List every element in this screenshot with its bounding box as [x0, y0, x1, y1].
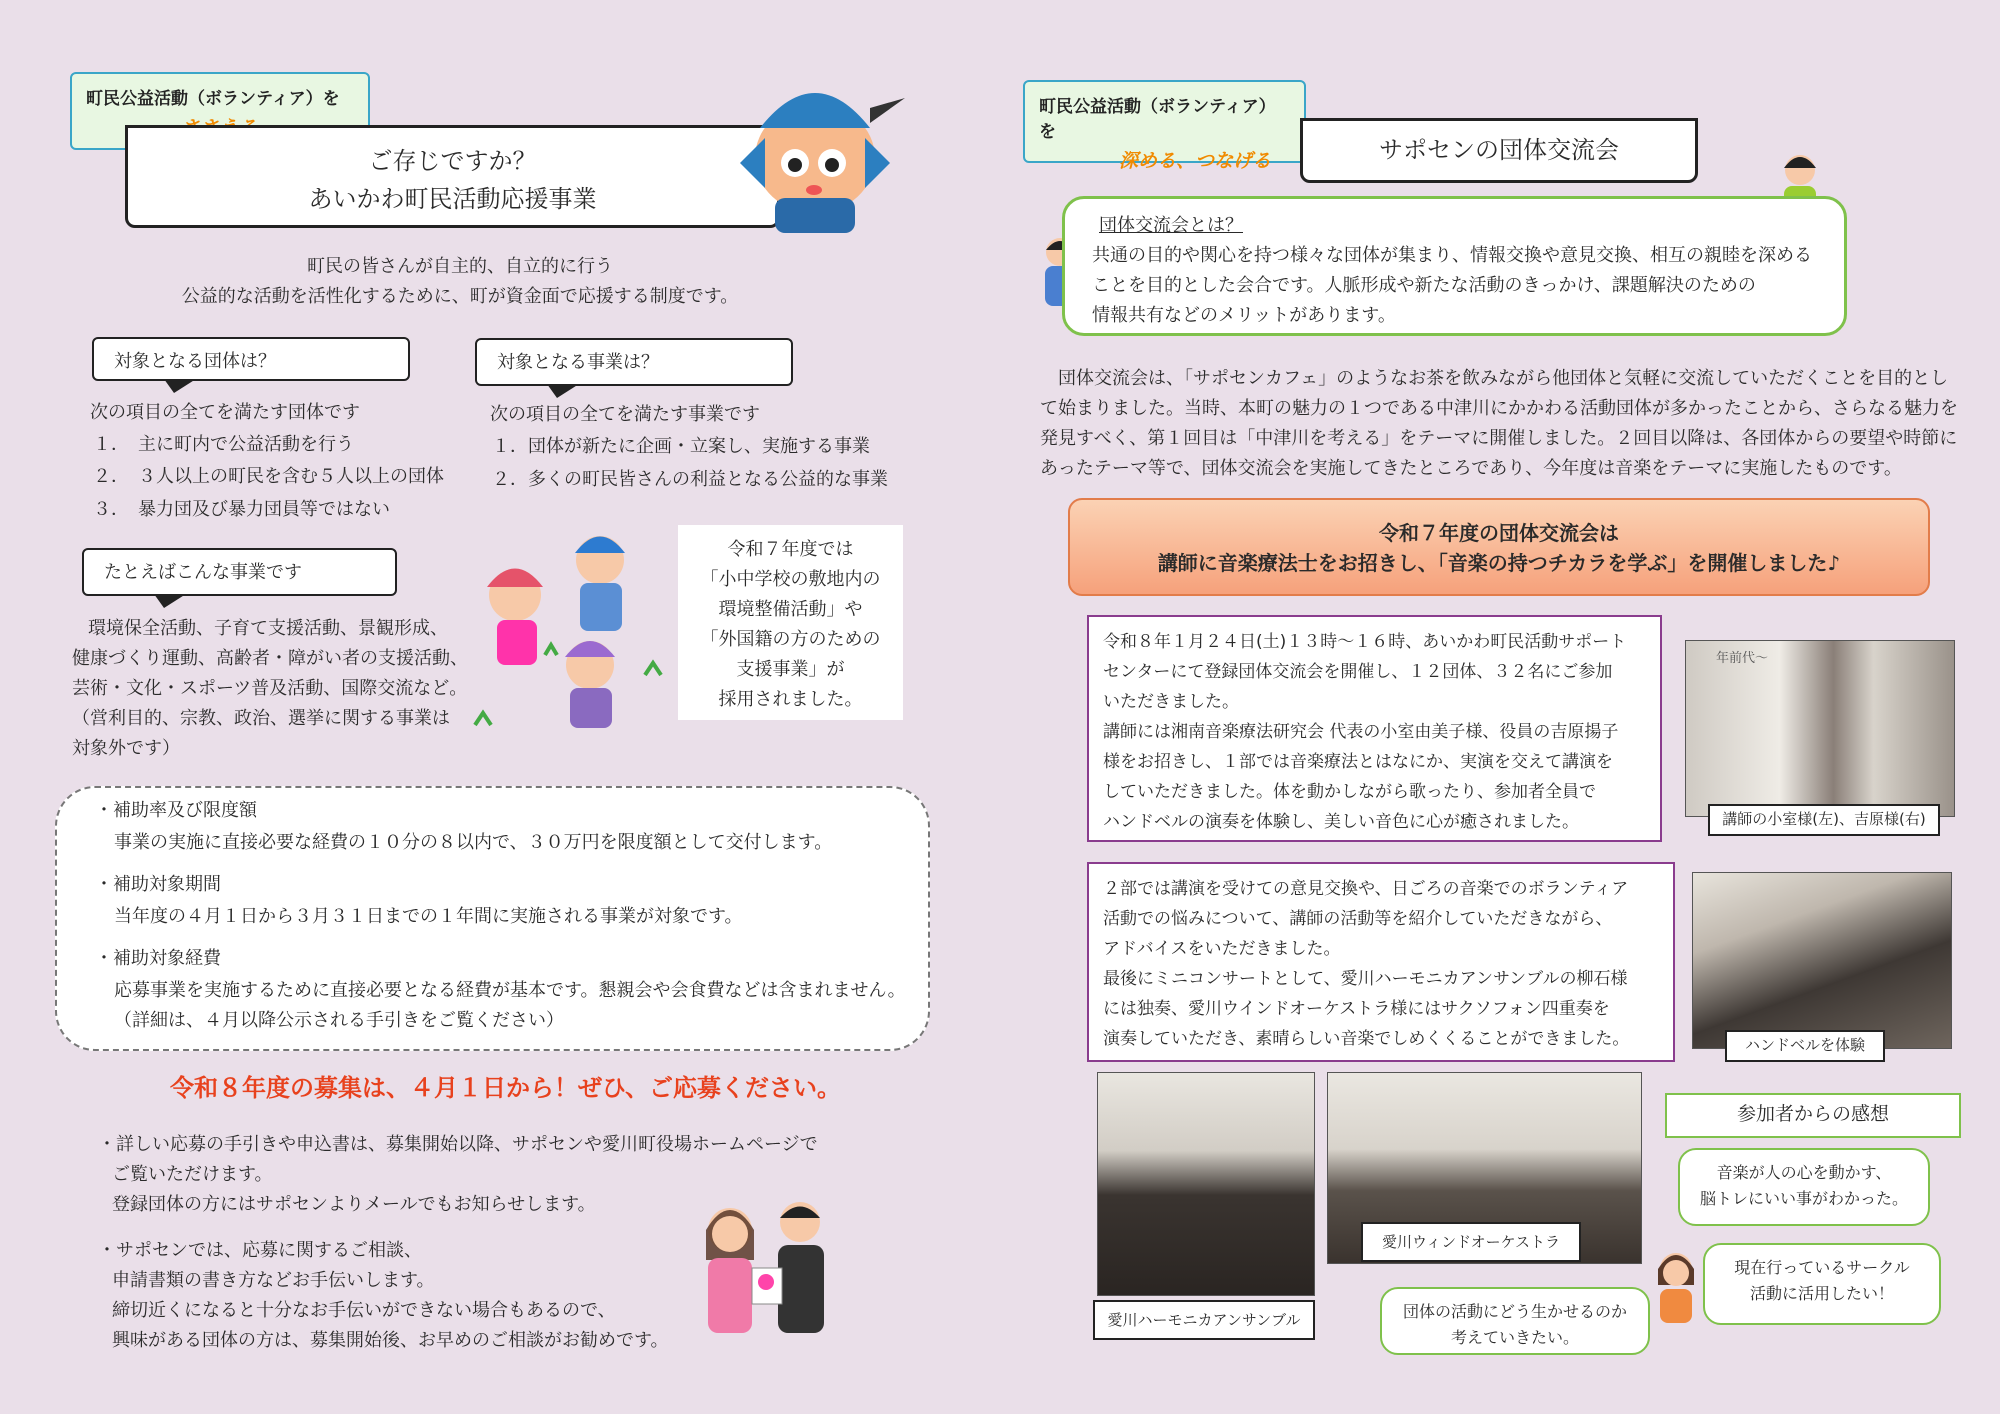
- consultation-people-icon: [690, 1190, 840, 1340]
- lecturers-photo: [1685, 640, 1955, 817]
- rate-head: ・補助率及び限度額: [95, 800, 257, 821]
- voice2-line-1: 現在行っているサークル: [1734, 1258, 1910, 1277]
- event-banner: [1068, 498, 1930, 596]
- info1-line-3: 登録団体の方にはサポセンよりメールでもお知らせします。: [112, 1194, 596, 1215]
- cost-body2: （詳細は、４月以降公示される手引きをご覧ください）: [114, 1010, 564, 1031]
- what-line-2: ことを目的とした会合です。人脈形成や新たな活動のきっかけ、課題解決のための: [1092, 275, 1756, 296]
- info1-line-1: ・詳しい応募の手引きや申込書は、募集開始以降、サポセンや愛川町役場ホームページで: [98, 1134, 818, 1155]
- example-line-2: 健康づくり運動、高齢者・障がい者の支援活動、: [72, 648, 468, 669]
- banner-line-1: 令和７年度の団体交流会は: [1379, 521, 1619, 545]
- participant-woman-icon: [1650, 1245, 1702, 1325]
- report1-line-3: いただきました。: [1103, 692, 1239, 712]
- what-line-1: 共通の目的や関心を持つ様々な団体が集まり、情報交換や意見交換、相互の親睦を深める: [1092, 245, 1812, 266]
- gardening-volunteers-icon: [465, 525, 675, 745]
- example-line-5: 対象外です）: [72, 738, 180, 759]
- what-is-exchange-box: [1062, 196, 1847, 336]
- voice-bubble-2: [1703, 1243, 1941, 1325]
- voice-bubble-1: [1678, 1148, 1930, 1226]
- history-line-4: あったテーマ等で、団体交流会を実施してきたところであり、今年度は音楽をテーマに実施したものです。: [1040, 458, 1902, 479]
- what-line-3: 情報共有などのメリットがあります。: [1092, 305, 1396, 326]
- intro-line1: 町民の皆さんが自主的、自立的に行う: [307, 256, 613, 277]
- report1-line-4: 講師には湘南音楽療法研究会 代表の小室由美子様、役員の吉原揚子: [1103, 722, 1619, 742]
- kingfisher-mascot-icon: [720, 68, 910, 238]
- caption-lecturers: 講師の小室様(左)、吉原様(右): [1708, 804, 1940, 836]
- group-item-3: ３． 暴力団及び暴力団員等ではない: [93, 499, 390, 520]
- left-title-line2: あいかわ町民活動応援事業: [308, 185, 597, 213]
- project-lead: 次の項目の全てを満たす事業です: [490, 404, 760, 425]
- example-bubble: たとえばこんな事業です: [82, 548, 397, 596]
- harmonica-photo: [1097, 1072, 1315, 1296]
- handbell-photo: [1692, 872, 1952, 1049]
- deepen-tag: [1023, 80, 1306, 172]
- report2-line-3: アドバイスをいただきました。: [1103, 939, 1341, 959]
- recruit-headline: 令和８年度の募集は、４月１日から！ぜひ、ご応募ください。: [170, 1074, 842, 1102]
- group-item-1: １． 主に町内で公益活動を行う: [93, 434, 354, 455]
- report2-line-1: ２部では講演を受けての意見交換や、日ごろの音楽でのボランティア: [1103, 879, 1629, 899]
- r7-line-1: 令和７年度では: [727, 539, 854, 560]
- info2-line-4: 興味がある団体の方は、募集開始後、お早めのご相談がお勧めです。: [112, 1330, 669, 1351]
- info2-line-2: 申請書類の書き方などお手伝いします。: [112, 1270, 435, 1291]
- voice3-line-2: 考えていきたい。: [1450, 1328, 1579, 1347]
- right-tag-sub-text: 深める、つなげる: [1119, 150, 1272, 172]
- r7-adopted-box: [678, 525, 903, 720]
- example-line-1: 環境保全活動、子育て支援活動、景観形成、: [88, 618, 448, 639]
- report2-line-5: には独奏、愛川ウインドオーケストラ様にはサクソフォン四重奏を: [1103, 999, 1610, 1019]
- r7-line-4: 「外国籍の方のための: [700, 629, 881, 650]
- tag-top-text: 町民公益活動（ボランティア）を: [86, 89, 340, 109]
- what-is-heading: 団体交流会とは？: [1099, 215, 1243, 236]
- r7-line-5: 支援事業」が: [736, 659, 845, 680]
- caption-wind-orchestra: 愛川ウィンドオーケストラ: [1361, 1222, 1581, 1262]
- target-project-bubble: 対象となる事業は？: [475, 338, 793, 386]
- project-item-1: １．団体が新たに企画・立案し、実施する事業: [492, 436, 870, 457]
- cost-head: ・補助対象経費: [95, 948, 221, 969]
- left-title-line1: ご存じですか？: [368, 147, 537, 175]
- report1-line-6: していただきました。体を動かしながら歌ったり、参加者全員で: [1103, 782, 1596, 802]
- rate-body: 事業の実施に直接必要な経費の１０分の８以内で、３０万円を限度額として交付します。: [114, 832, 833, 853]
- target-group-bubble: 対象となる団体は？: [92, 337, 410, 381]
- period-head: ・補助対象期間: [95, 874, 221, 895]
- caption-harmonica: 愛川ハーモニカアンサンブル: [1093, 1300, 1315, 1340]
- group-item-2: ２． ３人以上の町民を含む５人以上の団体: [93, 466, 444, 487]
- voice3-line-1: 団体の活動にどう生かせるのか: [1402, 1302, 1627, 1321]
- voice-bubble-3: [1380, 1287, 1650, 1355]
- voice1-line-2: 脳トレにいい事がわかった。: [1699, 1189, 1908, 1208]
- report1-line-1: 令和８年１月２４日(土)１３時～１６時、あいかわ町民活動サポート: [1103, 632, 1627, 652]
- period-body: 当年度の４月１日から３月３１日までの１年間に実施される事業が対象です。: [114, 906, 743, 927]
- caption-handbell: ハンドベルを体験: [1725, 1030, 1885, 1062]
- example-line-4: （営利目的、宗教、政治、選挙に関する事業は: [72, 708, 450, 729]
- voice1-line-1: 音楽が人の心を動かす、: [1716, 1163, 1892, 1182]
- voice2-line-2: 活動に活用したい！: [1749, 1284, 1894, 1303]
- info2-line-1: ・サポセンでは、応募に関するご相談、: [98, 1240, 422, 1261]
- info2-line-3: 締切近くになると十分なお手伝いができない場合もあるので、: [112, 1300, 616, 1321]
- history-line-3: 発見すべく、第１回目は「中津川を考える」をテーマに開催しました。２回目以降は、各団体からの要望や時節に: [1040, 428, 1958, 449]
- cost-body1: 応募事業を実施するために直接必要となる経費が基本です。懇親会や会食費などは含まれません。: [114, 980, 906, 1001]
- report2-line-4: 最後にミニコンサートとして、愛川ハーモニカアンサンブルの柳石様: [1103, 969, 1628, 989]
- report-part1-box: [1087, 615, 1662, 842]
- group-lead: 次の項目の全てを満たす団体です: [90, 402, 360, 423]
- report2-line-6: 演奏していただき、素晴らしい音楽でしめくくることができました。: [1103, 1029, 1630, 1049]
- example-line-3: 芸術・文化・スポーツ普及活動、国際交流など。: [72, 678, 468, 699]
- report-part2-box: [1087, 862, 1675, 1062]
- info1-line-2: ご覧いただけます。: [112, 1164, 273, 1185]
- subsidy-details-box: [55, 786, 930, 1051]
- history-line-1: 団体交流会は、「サポセンカフェ」のようなお茶を飲みながら他団体と気軽に交流していただくことを目的とし: [1058, 368, 1949, 389]
- r7-line-3: 環境整備活動」や: [718, 599, 863, 620]
- photo-board-text: 年前代〜: [1716, 651, 1769, 666]
- report2-line-2: 活動での悩みについて、講師の活動等を紹介していただきながら、: [1103, 909, 1613, 929]
- banner-line-2: 講師に音楽療法士をお招きし、「音楽の持つチカラを学ぶ」を開催しました♪: [1157, 551, 1841, 575]
- left-title-box: [125, 125, 780, 228]
- r7-line-6: 採用されました。: [718, 689, 863, 710]
- right-tag-top-text: 町民公益活動（ボランティア）を: [1039, 97, 1276, 142]
- history-line-2: て始まりました。当時、本町の魅力の１つである中津川にかかわる活動団体が多かったことから、さらなる魅力を: [1040, 398, 1958, 419]
- report1-line-7: ハンドベルの演奏を体験し、美しい音色に心が癒されました。: [1103, 812, 1579, 832]
- right-title-box: サポセンの団体交流会: [1300, 118, 1698, 183]
- impressions-label: 参加者からの感想: [1665, 1093, 1961, 1138]
- project-item-2: ２．多くの町民皆さんの利益となる公益的な事業: [492, 469, 888, 490]
- report1-line-5: 様をお招きし、１部では音楽療法とはなにか、実演を交えて講演を: [1103, 752, 1613, 772]
- report1-line-2: センターにて登録団体交流会を開催し、１２団体、３２名にご参加: [1103, 662, 1613, 682]
- intro-line2: 公益的な活動を活性化するために、町が資金面で応援する制度です。: [181, 286, 739, 307]
- r7-line-2: 「小中学校の敷地内の: [700, 569, 881, 590]
